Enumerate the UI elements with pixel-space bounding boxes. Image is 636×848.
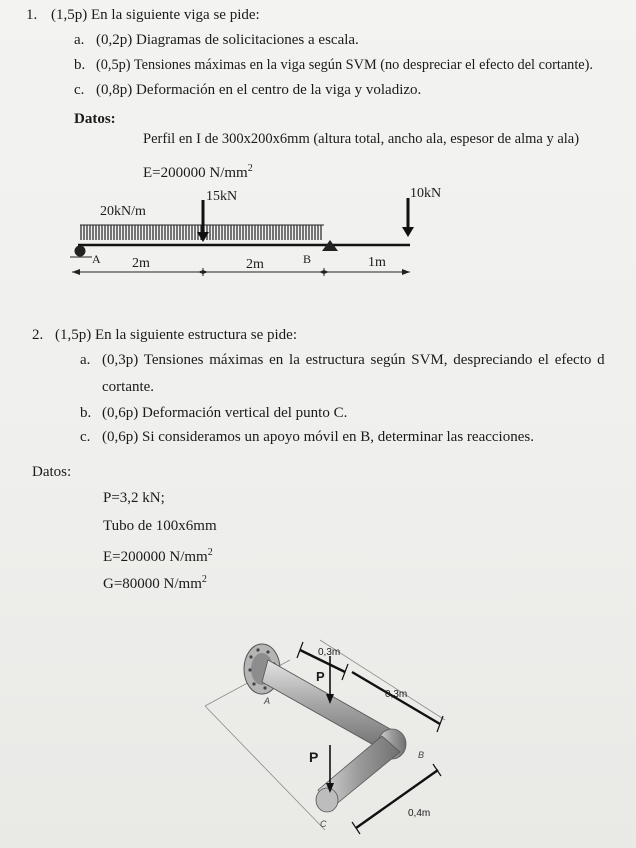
q1-item-b-text: (0,5p) Tensiones máximas en la viga según SVM (no despreciar el efecto del cortante).	[96, 57, 593, 73]
q2-shear-sup: 2	[201, 574, 207, 585]
q2-number: 2.	[32, 327, 44, 343]
q2-item-b-text: (0,6p) Deformación vertical del punto C.	[102, 405, 348, 421]
q2-modulus-sup: 2	[207, 547, 213, 558]
q1-number: 1.	[26, 7, 38, 23]
q2-item-a-text: (0,3p) Tensiones máximas en la estructura según SVM, despreciando el efecto d	[102, 352, 605, 368]
fig-dim-3: 0,4m	[408, 808, 431, 819]
fig-load-1: P	[316, 669, 325, 684]
q2-datos-label: Datos:	[32, 464, 72, 480]
distributed-load-label: 20kN/m	[100, 204, 146, 219]
support-b-label: B	[303, 252, 312, 266]
span-2-label: 2m	[246, 257, 264, 272]
q2-item-c-letter: c.	[80, 429, 91, 445]
span-3-label: 1m	[368, 255, 386, 270]
q2-shear-text: G=80000 N/mm	[103, 576, 202, 592]
q1-profile: Perfil en I de 300x200x6mm (altura total, ancho ala, espesor de alma y ala)	[143, 131, 580, 147]
fig-point-a: A	[264, 696, 271, 706]
fig-dim-2: 0,3m	[385, 689, 408, 700]
q1-modulus-text: E=200000 N/mm	[143, 165, 248, 181]
q2-item-b-letter: b.	[80, 405, 92, 421]
q2-modulus-text: E=200000 N/mm	[103, 549, 208, 565]
end-c	[316, 788, 338, 812]
support-a-label: A	[92, 252, 101, 266]
q1-item-c-text: (0,8p) Deformación en el centro de la viga y voladizo.	[96, 82, 422, 98]
q2-tube: Tubo de 100x6mm	[103, 518, 217, 534]
q1-item-a-letter: a.	[74, 32, 85, 48]
q1-datos-label: Datos:	[74, 111, 116, 127]
q2-title: (1,5p) En la siguiente estructura se pide:	[55, 327, 298, 343]
q1-item-c-letter: c.	[74, 82, 85, 98]
fig-dim-1: 0,3m	[318, 647, 341, 658]
fig-load-2: P	[309, 749, 319, 765]
q1-title: (1,5p) En la siguiente viga se pide:	[51, 7, 260, 23]
q1-modulus-sup: 2	[247, 163, 253, 174]
q1-item-a-text: (0,2p) Diagramas de solicitaciones a escala.	[96, 32, 359, 48]
q2-item-a-cont: cortante.	[102, 379, 155, 395]
q2-item-c-text: (0,6p) Si consideramos un apoyo móvil en B, determinar las reacciones.	[102, 429, 534, 445]
span-1-label: 2m	[132, 256, 150, 271]
fig-point-b: B	[418, 750, 425, 760]
q2-item-a-letter: a.	[80, 352, 91, 368]
point-load-1-label: 15kN	[206, 189, 238, 204]
q2-load: P=3,2 kN;	[103, 490, 165, 506]
fig-point-c: C	[320, 819, 327, 829]
q1-item-b-letter: b.	[74, 57, 86, 73]
point-load-2-label: 10kN	[410, 186, 442, 201]
